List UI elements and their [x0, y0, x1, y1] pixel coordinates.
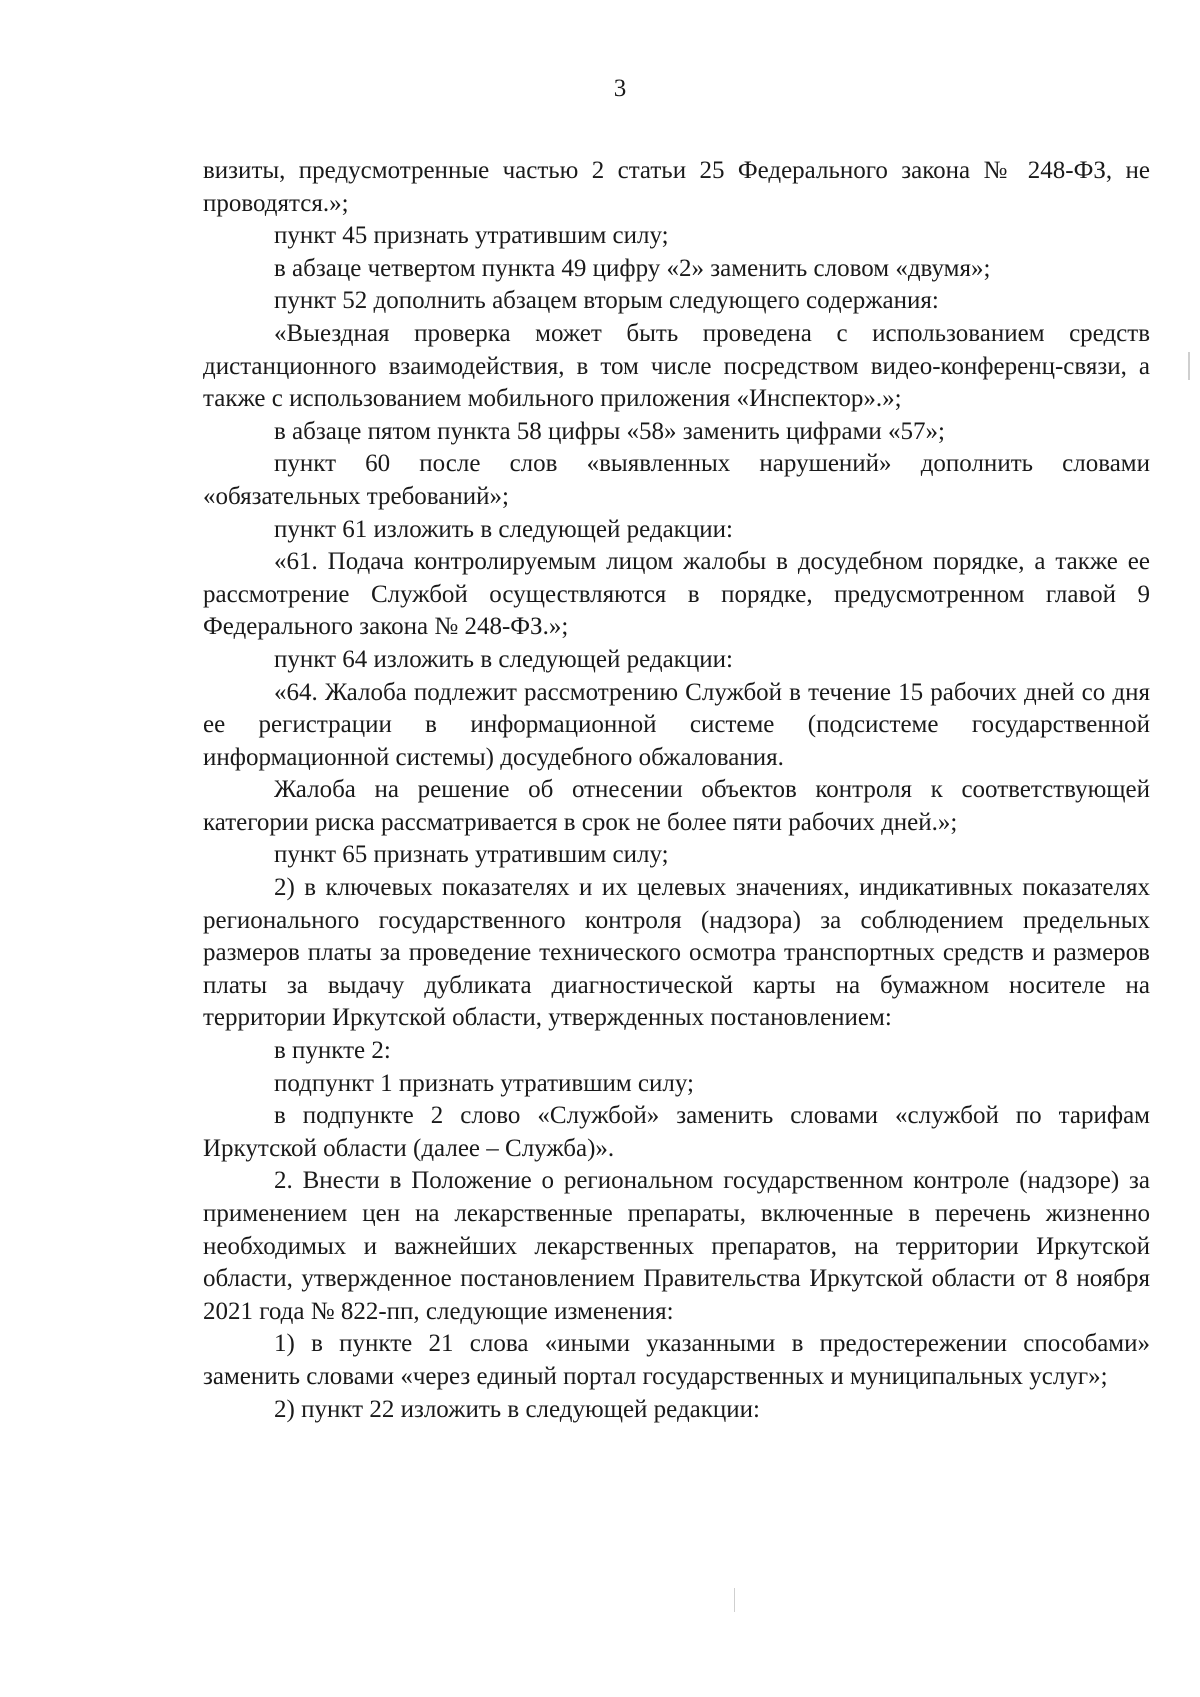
paragraph: 2. Внести в Положение о региональном государственном контроле (надзоре) за применением цен на лекарственные препараты, включенные в перечень жизненно необходимых и важнейших лекарственных препаратов, на территории Иркутской области, утвержденное постановлением Правительства Иркутской области от 8 ноября 2021 года № 822-пп, следующие изменения:: [203, 1167, 1150, 1325]
page-number: 3: [613, 75, 627, 102]
paragraph: «61. Подача контролируемым лицом жалобы в досудебном порядке, а также ее рассмотрение Службой осуществляются в порядке, предусмотренном главой 9 Федерального закона № 248-ФЗ.»;: [203, 548, 1150, 641]
scan-artifact-line: [1188, 352, 1190, 380]
paragraph: 2) в ключевых показателях и их целевых значениях, индикативных показателях регионального государственного контроля (надзора) за соблюдением предельных размеров платы за проведение технического осмотра транспортных средств и размеров платы за выдачу дубликата диагностической карты на бумажном носителе на территории Иркутской области, утвержденных постановлением:: [203, 874, 1150, 1032]
paragraph: в пункте 2:: [274, 1037, 391, 1065]
paragraph: в абзаце четвертом пункта 49 цифру «2» заменить словом «двумя»;: [274, 254, 991, 282]
paragraph: «64. Жалоба подлежит рассмотрению Службой в течение 15 рабочих дней со дня ее регистрации в информационной системе (подсистеме государственной информационной системы) досудебного обжалования.: [203, 678, 1150, 771]
paragraph: в подпункте 2 слово «Службой» заменить словами «службой по тарифам Иркутской области (далее – Служба)».: [203, 1102, 1150, 1162]
scan-artifact-line: [734, 1588, 735, 1612]
paragraph: визиты, предусмотренные частью 2 статьи 25 Федерального закона № 248-ФЗ, не проводятся.»;: [203, 157, 1150, 217]
paragraph: пункт 61 изложить в следующей редакции:: [274, 515, 733, 543]
paragraph: пункт 64 изложить в следующей редакции:: [274, 645, 733, 673]
paragraph: подпункт 1 признать утратившим силу;: [274, 1069, 694, 1097]
paragraph: пункт 52 дополнить абзацем вторым следующего содержания:: [274, 287, 939, 315]
paragraph: пункт 45 признать утратившим силу;: [274, 222, 669, 250]
paragraph: пункт 60 после слов «выявленных нарушений» дополнить словами «обязательных требований»;: [203, 450, 1150, 510]
paragraph: Жалоба на решение об отнесении объектов контроля к соответствующей категории риска рассматривается в срок не более пяти рабочих дней.»;: [203, 776, 1150, 836]
paragraph: «Выездная проверка может быть проведена с использованием средств дистанционного взаимодействия, в том числе посредством видео-конференц-связи, а также с использованием мобильного приложения «Инспектор».»;: [203, 319, 1150, 413]
paragraph: в абзаце пятом пункта 58 цифры «58» заменить цифрами «57»;: [274, 417, 945, 445]
paragraph: пункт 65 признать утратившим силу;: [274, 841, 669, 869]
paragraph: 1) в пункте 21 слова «иными указанными в предостережении способами» заменить словами «через единый портал государственных и муниципальных услуг»;: [203, 1330, 1150, 1390]
paragraph: 2) пункт 22 изложить в следующей редакции:: [274, 1395, 760, 1423]
document-body: [203, 155, 1150, 1426]
